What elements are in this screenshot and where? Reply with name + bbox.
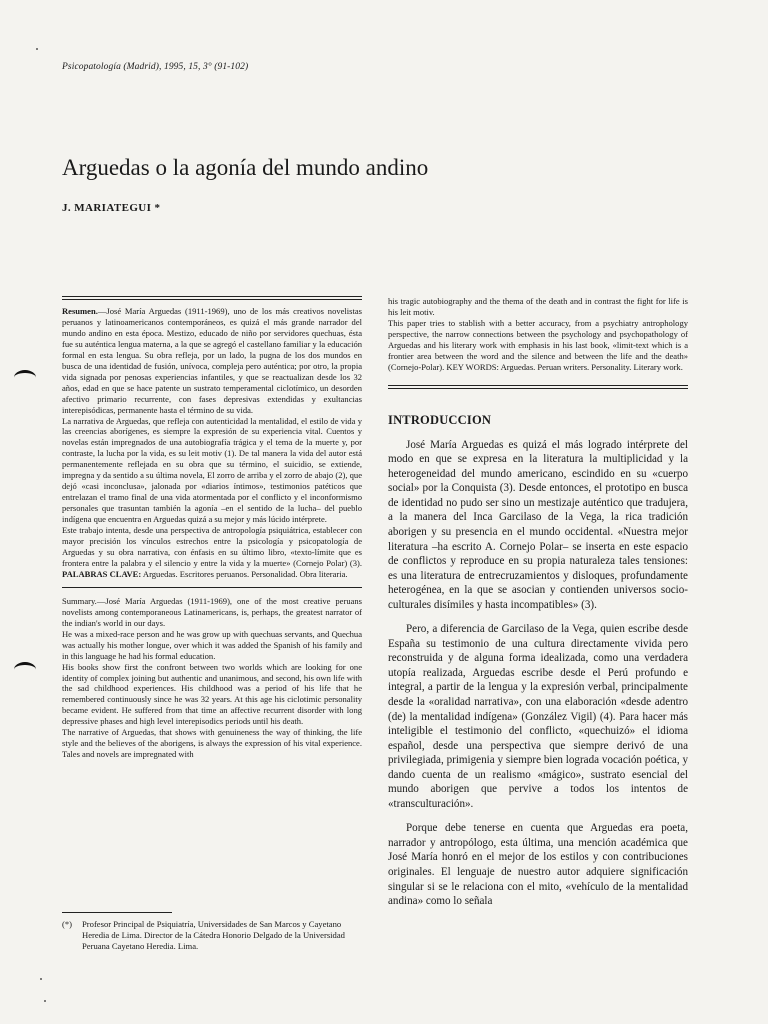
summary-paragraph-4: The narrative of Arguedas, that shows with genuineness the way of thinking, the life style and the believes of the aborigens, is always the expression of his vital experience. Tales and novels are impregnated with <box>62 727 362 760</box>
introduction-section <box>388 413 688 909</box>
left-column <box>62 296 362 760</box>
abstract-bottom-rule <box>388 385 688 389</box>
resumen-paragraph-3: Este trabajo intenta, desde una perspectiva de antropología psiquiátrica, establecer con mayor precisión los vínculos estrechos entre la psicología y psicopatología de Arguedas y su obra narrativa, con énfasis en su último libro, «texto-límite que es frontera entre la palabra y el silencio y entre la vida y la muerte» (Cornejo Polar) (3). <box>62 525 362 568</box>
summary-paragraph-3: His books show first the confront between two worlds which are looking for one identity of complex joining but authentic and unanimous, and second, his own life with the sad childhood experiences. His childhood was a period of his life that he remembered continuously since he was 32 years. At this age his ciclotimic personality became evident. He suffered from that time an affective recurrent disorder with long depressive phases and high level interepisodics periods until his death. <box>62 661 362 727</box>
resumen-paragraph-1: —José María Arguedas (1911-1969), uno de los más creativos novelistas peruanos y latinoamericanos contemporáneos, es quizá el más grande narrador del mundo andino en esta época. Mestizo, educado de niño por servidores quechuas, ésta fue su auténtica lengua materna, a la que se agregó el castellano familiar y la educación formal en esta lengua. Su obra refleja, por un lado, la pugna de los dos mundos en busca de una identidad de fusión, unívoca, compleja pero auténtica; por otro, la propia vida signada por penosas experiencias infantiles, y que se reactualizan desde los 32 años, edad en que se hace patente un sustrato temperamental ciclotímico, un desorden afectivo primario recurrente, con fases depresivas extendidas y exultancias interepisódicas, permanente hasta el término de su vida. <box>62 306 362 415</box>
summary-right-paragraph-2: This paper tries to stablish with a better accuracy, from a psychiatry antrophology perspective, the narrow connections between the psychology and psychopathology of Arguedas and his literary work with emphasis in his last book, «limit-text which is a frontier area between the word and the silence and between the life and the death» (Cornejo-Polar). <box>388 317 688 372</box>
resumen-paragraph-2: La narrativa de Arguedas, que refleja con autenticidad la mentalidad, el estilo de vida y las creencias aborígenes, es siempre la expresión de su experiencia vital. Cuentos y novelas están impregnados de una autobiografía trágica y el tema de la muerte y, por contraste, la lucha por la vida, es su leit motiv (1). De tal manera la vida del autor está permanentemente reflejada en su obra que su término, el suicidio, se extiende, impregna y da sentido a su última novela, El zorro de arriba y el zorro de abajo (2), que dejó «casi inconclusa», jalonada por «diarios íntimos», testimonios patéticos que entrelazan el tramo final de una vida atormentada por el conflicto y el inconformismo personales que trasuntan también la agonía –en el sentido de la lucha– del pueblo indígena que encuentra en Arguedas quizá a su mejor y más lúcido intérprete. <box>62 415 362 525</box>
abstract-top-rule <box>62 296 362 300</box>
summary-lead: Summary. <box>62 595 97 606</box>
resumen-abstract <box>62 306 362 580</box>
summary-keywords-label: KEY WORDS: <box>446 361 499 372</box>
article-title: Arguedas o la agonía del mundo andino <box>62 155 429 180</box>
article-author: J. MARIATEGUI * <box>62 202 161 214</box>
summary-paragraph-2: He was a mixed-race person and he was grow up with quechuas servants, and Quechua was actually his mother longue, over which it was added the Spanish of his family and in this language he had his formal education. <box>62 628 362 661</box>
introduction-heading: INTRODUCCION <box>388 412 492 427</box>
resumen-lead: Resumen. <box>62 306 98 316</box>
summary-abstract <box>62 596 362 760</box>
introduction-paragraph-3: Porque debe tenerse en cuenta que Arguedas era poeta, narrador y antropólogo, esta última, una mención académica que José María honró en el mejor de los estilos y con contribuciones originales. El lenguaje de nuestro autor adquiere significación singular si se le relaciona con el mito, «vehículo de la mentalidad andina» como lo señala <box>388 822 688 908</box>
footnote-mark: (*) <box>62 919 73 929</box>
introduction-body <box>388 438 688 909</box>
right-column <box>388 296 688 919</box>
summary-continued <box>388 296 688 373</box>
binder-mark-lower <box>14 662 36 677</box>
resumen-summary-divider <box>62 587 362 588</box>
journal-citation: Psicopatología (Madrid), 1995, 15, 3° (91-102) <box>62 62 249 72</box>
resumen-keywords-label: PALABRAS CLAVE: <box>62 568 142 579</box>
summary-right-paragraph-1: his tragic autobiography and the thema of the death and in contrast the fight for life is his leit motiv. <box>388 296 688 317</box>
speck <box>40 978 42 980</box>
footnote-rule <box>62 912 172 913</box>
introduction-paragraph-1: José María Arguedas es quizá el más logrado intérprete del modo en que se expresa en la literatura la multiplicidad y la heterogeneidad del mundo americano, escindido en su «cuerpo social» por la Conquista (3). Desde entonces, el prototipo en busca de identidad no pudo ser sino un mestizaje auténtico que tradujera, a la manera del Inca Garcilaso de la Vega, la rica tradición aborigen y su presencia en el mundo occidental. «Nuestra mejor literatura –ha escrito A. Cornejo Polar– se inserta en este espacio de conflictos y reproduce en su propia naturaleza tales tensiones: es una literatura de entrecruzamientos y disloques, profundamente heterogénea, en la que se asocian y contienden universos socio-culturales disímiles y hasta incompatibles» (3). <box>388 438 688 611</box>
speck <box>36 48 38 50</box>
footnote-text: Profesor Principal de Psiquiatría, Universidades de San Marcos y Cayetano Heredia de Lima. Director de la Cátedra Honorio Delgado de la Universidad Peruana Cayetano Heredia. Lima. <box>82 919 345 951</box>
binder-mark-upper <box>14 370 36 385</box>
footnote <box>62 912 362 952</box>
summary-keywords: Arguedas. Peruan writers. Personality. Literary work. <box>500 361 683 372</box>
introduction-paragraph-2: Pero, a diferencia de Garcilaso de la Vega, quien escribe desde España su testimonio de una cultura directamente vivida pero reconstruida y de alguna forma idealizada, como una verdadera utopía realizada, Arguedas escribe desde el Perú profundo e integral, a partir de la lengua y la expresión verbal, principalmente desde la «oralidad narrativa», con una elaboración «desde adentro (de) la mentalidad indígena» (González Vigil) (4). Para hacer más inteligible el testimonio del conflicto, «quechuizó» el idioma español, desde una perspectiva que siempre derivó de una privilegiada, primigenia y siempre bien lograda vocación poética, y dando cuenta de un realismo «mágico», sustrato esencial del mundo aborigen que pervive a todos los intentos de «transculturación». <box>388 623 688 810</box>
resumen-keywords: Arguedas. Escritores peruanos. Personalidad. Obra literaria. <box>142 568 348 579</box>
speck <box>44 1000 46 1002</box>
summary-paragraph-1: —José María Arguedas (1911-1969), one of the most creative peruans novelists among contemporaneous Latinamericans, is, perhaps, the greatest narrator of the indian's world in our days. <box>62 595 362 628</box>
